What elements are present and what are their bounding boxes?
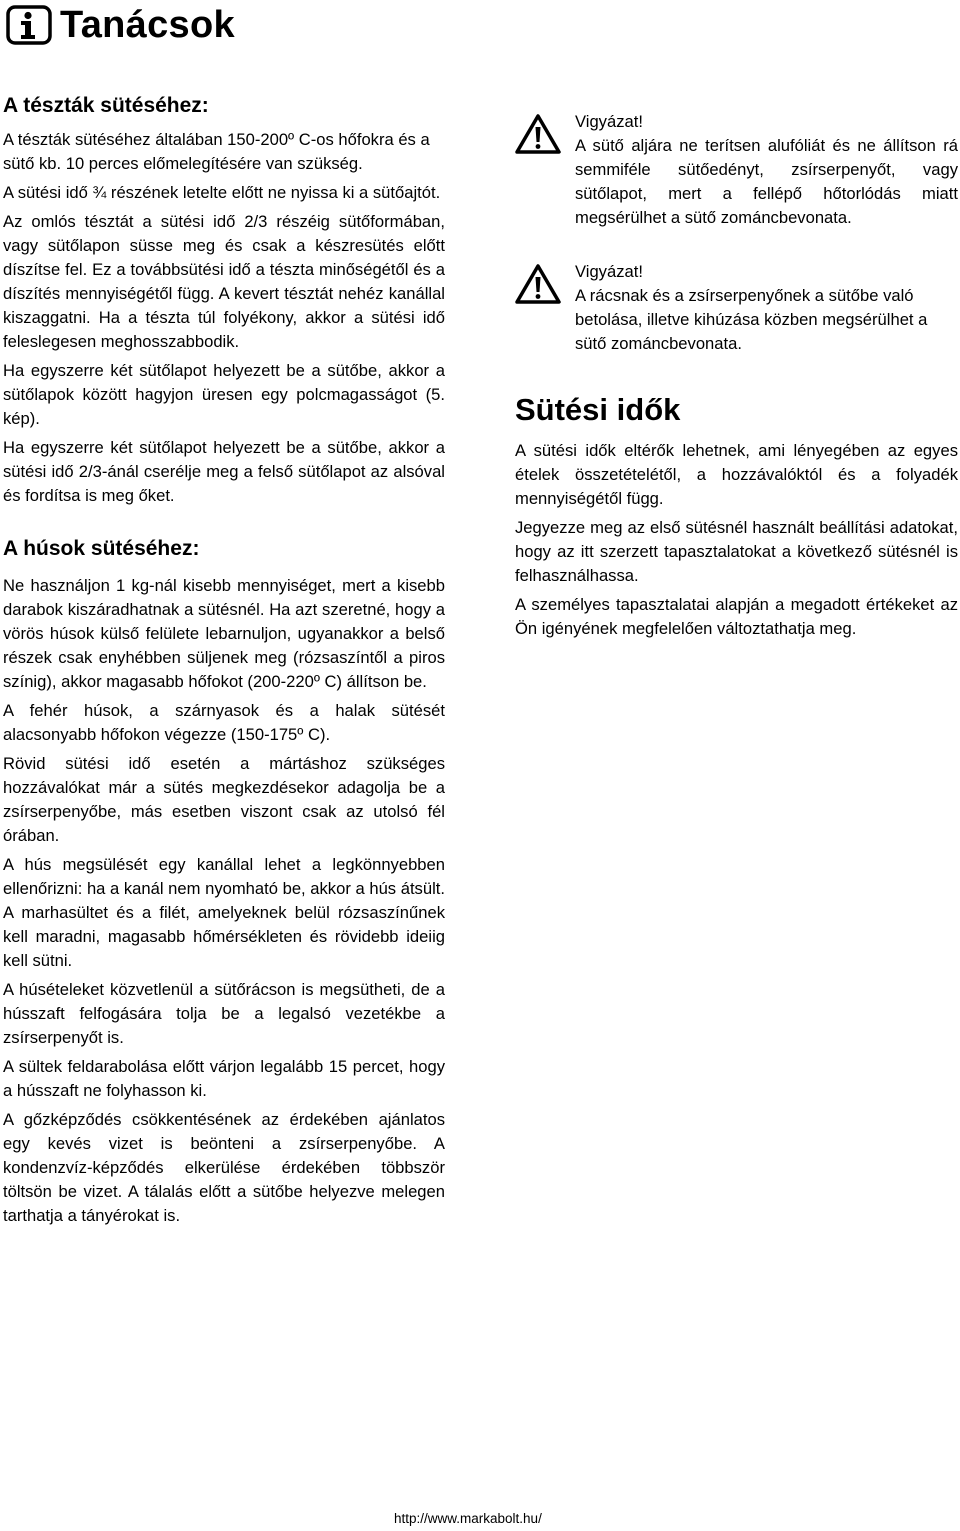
warning-icon	[515, 263, 561, 305]
paragraph: A sütési idők eltérők lehetnek, ami lényegében az egyes ételek összetételétől, a hozzávalóktól és a folyadék mennyiségétől függ.	[515, 441, 958, 508]
warning-block	[515, 260, 958, 356]
paragraph: A sütési idő ¾ részének letelte előtt ne nyissa ki a sütőajtót.	[3, 183, 441, 202]
page-title: Tanácsok	[60, 4, 235, 46]
warning-title: Vigyázat!	[575, 112, 643, 131]
paragraph: Ne használjon 1 kg-nál kisebb mennyiséget, mert a kisebb darabok kiszáradhatnak a sütésnél. Ha azt szeretné, hogy a vörös húsok külső felülete lebarnuljon, ugyanakkor a belső részek csak enyhébben süljenek meg (rózsaszíntől a piros színig), akkor magasabb hőfokot (200-220º C) állítson be.	[3, 576, 445, 691]
info-icon	[6, 5, 52, 45]
warning-text: A sütő aljára ne terítsen alufóliát és ne állítson rá semmiféle sütőedényt, zsírserpenyőt, vagy sütőlapot, mert a fellépő hőtorlódás miatt megsérülhet a sütő zománcbevonata.	[575, 136, 958, 227]
paragraph: Ha egyszerre két sütőlapot helyezett be a sütőbe, akkor a sütőlapok között hagyjon üresen egy polcmagasságot (5. kép).	[3, 361, 445, 428]
paragraph: Az omlós tésztát a sütési idő 2/3 részéig sütőformában, vagy sütőlapon süsse meg és csak a készresütés előtt díszítse fel. Ez a továbbsütési idő a tészta minőségétől és a díszítés mennyiségétől függ. A kevert tésztát nehéz kanállal kiszaggatni. Ha a tészta túl folyékony, akkor a sütési idő feleslegesen meghosszabbodik.	[3, 212, 445, 351]
paragraph: A személyes tapasztalatai alapján a megadott értékeket az Ön igényének megfelelően változtathatja meg.	[515, 595, 958, 638]
footer-url: http://www.markabolt.hu/	[394, 1511, 542, 1526]
paragraph: Ha egyszerre két sütőlapot helyezett be a sütőbe, akkor a sütési idő 2/3-ánál cserélje meg a felső sütőlapot az alsóval és fordítsa is meg őket.	[3, 438, 445, 505]
warning-icon	[515, 113, 561, 155]
warning-text: A rácsnak és a zsírserpenyőnek a sütőbe való betolása, illetve kihúzása közben megsérülhet a sütő zománcbevonata.	[575, 286, 928, 353]
left-column	[3, 93, 445, 1233]
paragraph: A gőzképződés csökkentésének az érdekében ajánlatos egy kevés vizet is beönteni a zsírserpenyőbe. A kondenzvíz-képződés elkerülése érdekében többször töltsön be vizet. A tálalás előtt a sütőbe helyezve melegen tarthatja a tányérokat is.	[3, 1110, 445, 1225]
warning-block	[515, 110, 958, 230]
paragraph: A sültek feldarabolása előtt várjon legalább 15 percet, hogy a hússzaft ne folyhasson ki.	[3, 1057, 445, 1100]
paragraph: A húsételeket közvetlenül a sütőrácson is megsütheti, de a hússzaft felfogására tolja be a legalsó vezetékbe a zsírserpenyőt is.	[3, 980, 445, 1047]
page-header	[6, 2, 235, 48]
section-heading-baking-times: Sütési idők	[515, 392, 681, 427]
paragraph: A hús megsülését egy kanállal lehet a legkönnyebben ellenőrizni: ha a kanál nem nyomható be, akkor a hús átsült. A marhasültet és a filét, amelyeknek belül rózsaszínűnek kell maradni, magasabb hőmérsékleten és rövidebb ideiig kell sütni.	[3, 855, 445, 970]
section-heading-meat: A húsok sütéséhez:	[3, 537, 200, 560]
baking-times-section	[515, 393, 958, 641]
paragraph: Rövid sütési idő esetén a mártáshoz szükséges hozzávalókat már a sütés megkezdésekor adagolja be a zsírserpenyőbe, más esetben viszont csak az utolsó fél órában.	[3, 754, 445, 845]
warning-title: Vigyázat!	[575, 262, 643, 281]
right-column	[515, 110, 958, 646]
paragraph: A fehér húsok, a szárnyasok és a halak sütését alacsonyabb hőfokon végezze (150-175º C).	[3, 701, 445, 744]
section-heading-pastry: A tészták sütéséhez:	[3, 94, 209, 117]
paragraph: Jegyezze meg az első sütésnél használt beállítási adatokat, hogy az itt szerzett tapasztalatokat a következő sütésnél is felhasználhassa.	[515, 518, 958, 585]
paragraph: A tészták sütéséhez általában 150-200º C-os hőfokra és a sütő kb. 10 perces előmelegítésére van szükség.	[3, 130, 430, 173]
